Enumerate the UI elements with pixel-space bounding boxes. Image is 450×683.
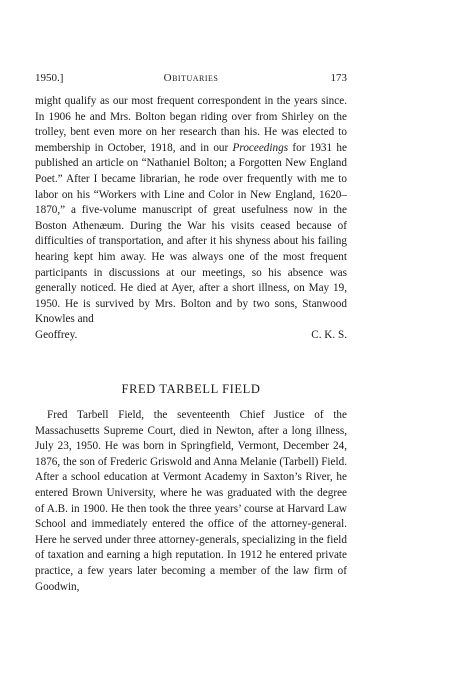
author-initials: C. K. S.	[311, 328, 347, 341]
running-head-year: 1950.]	[35, 72, 64, 84]
field-obituary	[35, 408, 347, 595]
continued-text-start: might qualify as our most frequent correspondent in the years since. In 1906 he and Mrs. Bolton began riding over from Shirley on the trolley, bent even more on her research than his. He was elected to membership in October, 1918, and in our	[35, 95, 347, 154]
signature-line	[35, 328, 347, 344]
continued-paragraph	[35, 94, 347, 328]
proceedings-italic: Proceedings	[232, 141, 289, 154]
running-head-section: Obituaries	[163, 72, 219, 84]
obituary-title: FRED TARBELL FIELD	[121, 382, 261, 396]
final-word: Geoffrey.	[35, 328, 78, 341]
continued-text-end: for 1931 he published an article on “Nathaniel Bolton; a Forgotten New England Poet.” After I became librarian, he rode over frequently with me to labor on his “Workers with Line and Color in New England, 1620–1870,” a five-volume manuscript of great usefulness now in the Boston Athenæum. During the War his visits ceased because of difficulties of transportation, and after it his shyness about his failing hearing kept him away. He was always one of the most frequent participants in discussions at our meetings, so his absence was generally noticed. He died at Ayer, after a short illness, on May 19, 1950. He is survived by Mrs. Bolton and by two sons, Stanwood Knowles and	[35, 141, 347, 326]
continued-obituary	[35, 94, 347, 344]
running-head	[35, 70, 347, 86]
page-number: 173	[330, 72, 347, 84]
field-paragraph: Fred Tarbell Field, the seventeenth Chief Justice of the Massachusetts Supreme Court, died in Newton, after a long illness, July 23, 1950. He was born in Springfield, Vermont, December 24, 1876, the son of Frederic Griswold and Anna Melanie (Tarbell) Field. After a school education at Vermont Academy in Saxton’s River, he entered Brown University, where he was graduated with the degree of A.B. in 1900. He then took the three years’ course at Harvard Law School and immediately entered the office of the attorney-general. Here he served under three attorney-generals, specializing in the field of taxation and earning a high reputation. In 1912 he entered private practice, a few years later becoming a member of the law firm of Goodwin,	[35, 409, 347, 593]
